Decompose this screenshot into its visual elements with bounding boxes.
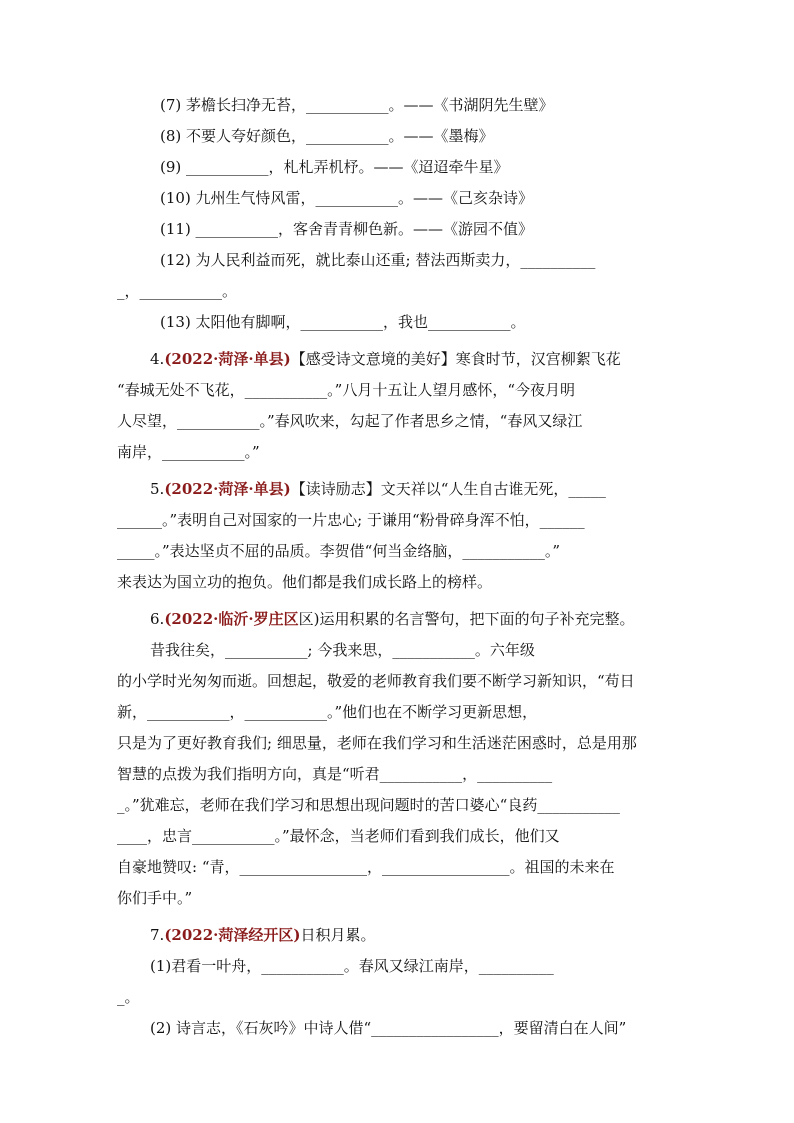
item-12: (12) 为人民利益而死，就比泰山还重; 替法西斯卖力，__________ — [160, 251, 596, 269]
question-7-line: (2) 诗言志，《石灰吟》中诗人借“_________________，要留清白在人间” — [150, 1019, 627, 1037]
question-5-line: ______。”表明自己对国家的一片忠心; 于谦用“粉骨碎身浑不怕，______ — [117, 511, 585, 529]
question-4-line: “春城无处不飞花，___________。”八月十五让人望月感怀，“今夜月明 — [117, 381, 576, 399]
question-number: 5. — [150, 480, 165, 498]
question-number: 4. — [150, 350, 165, 368]
source-tag: (2022·菏泽经开区) — [164, 926, 301, 944]
item-7: (7) 茅檐长扫净无苔，___________。——《书湖阴先生壁》 — [160, 96, 554, 114]
question-number: 6. — [150, 610, 165, 628]
document-body — [117, 90, 677, 1044]
item-9: (9) ___________，札札弄机杼。——《迢迢牵牛星》 — [160, 158, 509, 176]
item-8: (8) 不要人夸好颜色，___________。——《墨梅》 — [160, 127, 494, 145]
item-11: (11) ___________，客舍青青柳色新。——《游园不值》 — [160, 220, 534, 238]
question-6 — [117, 604, 677, 635]
question-6-line: 昔我往矣，___________; 今我来思，___________。六年级 — [150, 641, 535, 659]
question-number: 7. — [150, 926, 165, 944]
question-7 — [117, 920, 677, 951]
question-text: 日积月累。 — [300, 926, 376, 944]
source-tag: (2022·菏泽·单县) — [164, 480, 291, 498]
question-6-line: 智慧的点拨为我们指明方向，真是“听君___________，__________ — [117, 765, 553, 783]
question-5 — [117, 474, 677, 505]
question-4-line: 人尽望，___________。”春风吹来，勾起了作者思乡之情，“春风又绿江 — [117, 412, 583, 430]
question-6-line: 新，___________，___________。”他们也在不断学习更新思想， — [117, 703, 538, 721]
question-6-line: 的小学时光匆匆而逝。回想起，敬爱的老师教育我们要不断学习新知识，“苟日 — [117, 672, 635, 690]
source-tag: (2022·菏泽·单县) — [164, 350, 291, 368]
question-6-line: ____，忠言___________。”最怀念，当老师们看到我们成长，他们又 — [117, 827, 560, 845]
question-7-line: (1)君看一叶舟，___________。春风又绿江南岸，__________ — [150, 957, 554, 975]
question-6-line: 只是为了更好教育我们; 细思量，老师在我们学习和生活迷茫困惑时，总是用那 — [117, 734, 637, 752]
question-5-line: 来表达为国立功的抱负。他们都是我们成长路上的榜样。 — [117, 573, 493, 591]
question-4-line: 南岸，___________。” — [117, 443, 260, 461]
item-13: (13) 太阳他有脚啊，___________，我也___________。 — [160, 313, 526, 331]
source-tag: (2022·临沂·罗庄区 — [164, 610, 299, 628]
question-6-line: 自豪地赞叹: “青，_________________，_________________。祖国的未来在 — [117, 858, 615, 876]
item-10: (10) 九州生气恃风雷，___________。——《己亥杂诗》 — [160, 189, 534, 207]
question-text: 【感受诗文意境的美好】寒食时节，汉宫柳絮飞花 — [290, 350, 621, 368]
question-7-line: _。 — [117, 988, 140, 1006]
item-12-continuation: _，___________。 — [117, 282, 238, 300]
question-6-line: 你们手中。” — [117, 889, 193, 907]
question-5-line: _____。”表达坚贞不屈的品质。李贺借“何当金络脑，___________。” — [117, 542, 561, 560]
question-text: 【读诗励志】文天祥以“人生自古谁无死，_____ — [290, 480, 606, 498]
question-text: 区)运用积累的名言警句，把下面的句子补充完整。 — [298, 610, 635, 628]
question-4 — [117, 344, 677, 375]
question-6-line: _。”犹难忘，老师在我们学习和思想出现问题时的苦口婆心“良药___________ — [117, 796, 620, 814]
